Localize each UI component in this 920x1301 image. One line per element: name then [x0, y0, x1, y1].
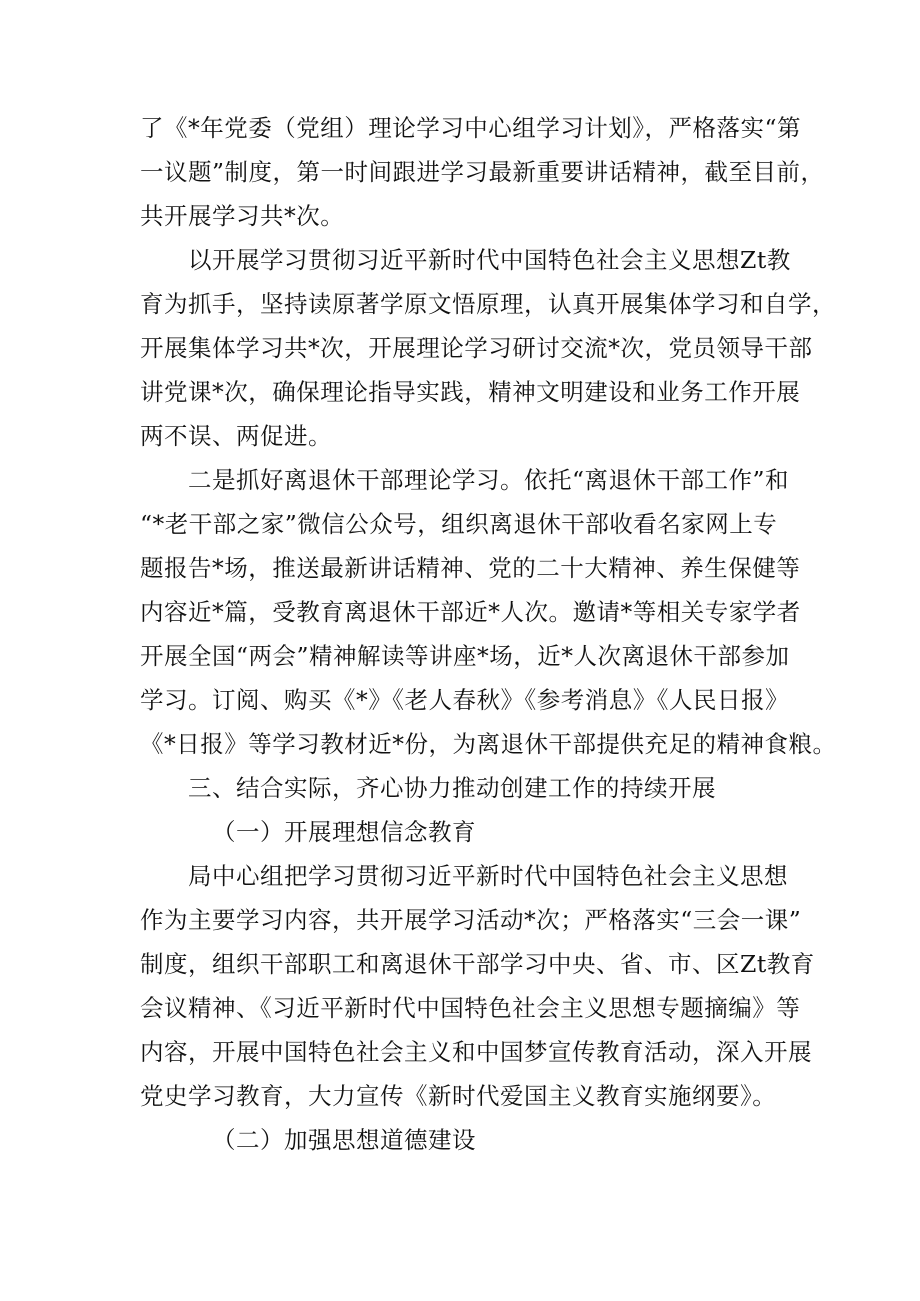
paragraph-line: 育为抓手，坚持读原著学原文悟原理，认真开展集体学习和自学，	[140, 290, 836, 318]
paragraph-line: “*老干部之家”微信公众号，组织离退休干部收看名家网上专	[140, 510, 778, 538]
paragraph-line: 作为主要学习内容，共开展学习活动*次；严格落实“三会一课”	[140, 906, 802, 934]
subsection-heading: （二）加强思想道德建设	[212, 1126, 476, 1154]
section-heading: 三、结合实际，齐心协力推动创建工作的持续开展	[188, 774, 716, 802]
paragraph-line: 讲党课*次，确保理论指导实践，精神文明建设和业务工作开展	[140, 378, 801, 406]
paragraph-line: 两不误、两促进。	[140, 422, 332, 450]
paragraph-line: 开展全国“两会”精神解读等讲座*场，近*人次离退休干部参加	[140, 642, 790, 670]
paragraph-line: 以开展学习贯彻习近平新时代中国特色社会主义思想Zt教	[188, 246, 791, 274]
paragraph-line: 开展集体学习共*次，开展理论学习研讨交流*次，党员领导干部	[140, 334, 813, 362]
paragraph-line: 一议题”制度，第一时间跟进学习最新重要讲话精神，截至目前，	[140, 158, 825, 186]
paragraph-line: 会议精神、《习近平新时代中国特色社会主义思想专题摘编》等	[140, 994, 801, 1022]
paragraph-line: 了《*年党委（党组）理论学习中心组学习计划》，严格落实“第	[140, 114, 802, 142]
paragraph-line: 内容，开展中国特色社会主义和中国梦宣传教育活动，深入开展	[140, 1038, 812, 1066]
paragraph-line: 学习。订阅、购买《*》《老人春秋》《参考消息》《人民日报》	[140, 686, 789, 714]
paragraph-line: 党史学习教育，大力宣传《新时代爱国主义教育实施纲要》。	[140, 1082, 777, 1110]
paragraph-line: 题报告*场，推送最新讲话精神、党的二十大精神、养生保健等	[140, 554, 801, 582]
paragraph-line: 局中心组把学习贯彻习近平新时代中国特色社会主义思想	[188, 862, 788, 890]
paragraph-line: 内容近*篇，受教育离退休干部近*人次。邀请*等相关专家学者	[140, 598, 801, 626]
paragraph-line: 《*日报》等学习教材近*份，为离退休干部提供充足的精神食粮。	[140, 730, 837, 758]
paragraph-line: 二是抓好离退休干部理论学习。依托“离退休干部工作”和	[188, 466, 790, 494]
paragraph-line: 共开展学习共*次。	[140, 202, 345, 230]
subsection-heading: （一）开展理想信念教育	[212, 818, 476, 846]
paragraph-line: 制度，组织干部职工和离退休干部学习中央、省、市、区Zt教育	[140, 950, 815, 978]
